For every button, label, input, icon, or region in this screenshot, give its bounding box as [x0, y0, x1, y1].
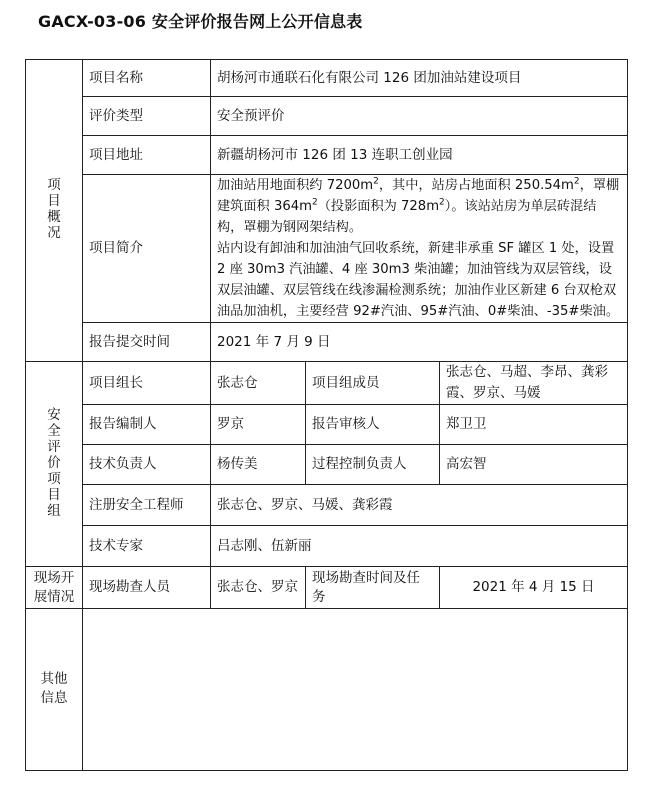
tech-lead-value: 杨传美 [211, 445, 306, 485]
intro-value [211, 175, 628, 323]
leader-value: 张志仓 [211, 362, 306, 405]
site-time-label: 现场勘查时间及任务 [306, 567, 440, 609]
intro-paragraph-2: 站内设有卸油和加油油气回收系统，新建非承重 SF 罐区 1 处，设置 2 座 30m3 汽油罐、4 座 30m3 柴油罐；加油管线为双层管线，设双层油罐、双层管线在线渗漏检测系统；加油作业区新建 6 台双枪双油品加油机，主要经营 92#汽油、95#汽油、0#柴油、-35#柴油。 [217, 241, 620, 319]
intro-text: 加油站用地面积约 7200m [217, 178, 374, 193]
intro-text: ，其中，站房占地面积 250.54m [378, 178, 574, 193]
row-intro [26, 175, 628, 323]
intro-label: 项目简介 [83, 175, 211, 323]
section-team [26, 362, 83, 567]
superscript: 2 [439, 197, 445, 208]
site-time-value: 2021 年 4 月 15 日 [440, 567, 628, 609]
experts-value: 吕志刚、伍新丽 [211, 526, 628, 567]
members-value: 张志仓、马超、李昂、龚彩霞、罗京、马媛 [440, 362, 628, 405]
row-project-name [26, 60, 628, 97]
leader-label: 项目组长 [83, 362, 211, 405]
document-title: GACX-03-06 安全评价报告网上公开信息表 [38, 12, 363, 31]
section-site: 现场开展情况 [26, 567, 83, 609]
author-value: 罗京 [211, 405, 306, 445]
row-leader [26, 362, 628, 405]
row-site [26, 567, 628, 609]
superscript: 2 [573, 176, 580, 187]
row-eval-type [26, 97, 628, 136]
inspectors-label: 现场勘查人员 [83, 567, 211, 609]
section-other-label: 其他信息 [40, 671, 68, 706]
project-name-label: 项目名称 [83, 60, 211, 97]
section-overview [26, 60, 83, 362]
project-name-value: 胡杨河市通联石化有限公司 126 团加油站建设项目 [211, 60, 628, 97]
address-label: 项目地址 [83, 136, 211, 175]
inspectors-value: 张志仓、罗京 [211, 567, 306, 609]
intro-paragraph-1 [217, 175, 621, 238]
section-overview-label: 项目概况 [47, 177, 61, 241]
row-address [26, 136, 628, 175]
eval-type-label: 评价类型 [83, 97, 211, 136]
address-value: 新疆胡杨河市 126 团 13 连职工创业园 [211, 136, 628, 175]
other-value [83, 609, 628, 771]
row-submit-date [26, 323, 628, 362]
engineers-label: 注册安全工程师 [83, 485, 211, 526]
intro-text: （投影面积为 728m [317, 199, 440, 214]
submit-date-label: 报告提交时间 [83, 323, 211, 362]
process-lead-label: 过程控制负责人 [306, 445, 440, 485]
author-label: 报告编制人 [83, 405, 211, 445]
reviewer-label: 报告审核人 [306, 405, 440, 445]
tech-lead-label: 技术负责人 [83, 445, 211, 485]
row-other [26, 609, 628, 771]
engineers-value: 张志仓、罗京、马媛、龚彩霞 [211, 485, 628, 526]
section-team-label: 安全评价项目组 [47, 406, 61, 519]
intro-text: ，罩棚建筑面积 364m [217, 178, 620, 214]
submit-date-value: 2021 年 7 月 9 日 [211, 323, 628, 362]
reviewer-value: 郑卫卫 [440, 405, 628, 445]
superscript: 2 [311, 197, 318, 208]
process-lead-value: 高宏智 [440, 445, 628, 485]
row-experts [26, 526, 628, 567]
row-tech-lead [26, 445, 628, 485]
section-other [26, 609, 83, 771]
superscript: 2 [373, 176, 379, 187]
intro-text: ）。该站站房为单层砖混结构，罩棚为钢网架结构。 [217, 199, 597, 235]
eval-type-value: 安全预评价 [211, 97, 628, 136]
experts-label: 技术专家 [83, 526, 211, 567]
row-engineers [26, 485, 628, 526]
row-author [26, 405, 628, 445]
members-label: 项目组成员 [306, 362, 440, 405]
info-table [25, 59, 628, 771]
